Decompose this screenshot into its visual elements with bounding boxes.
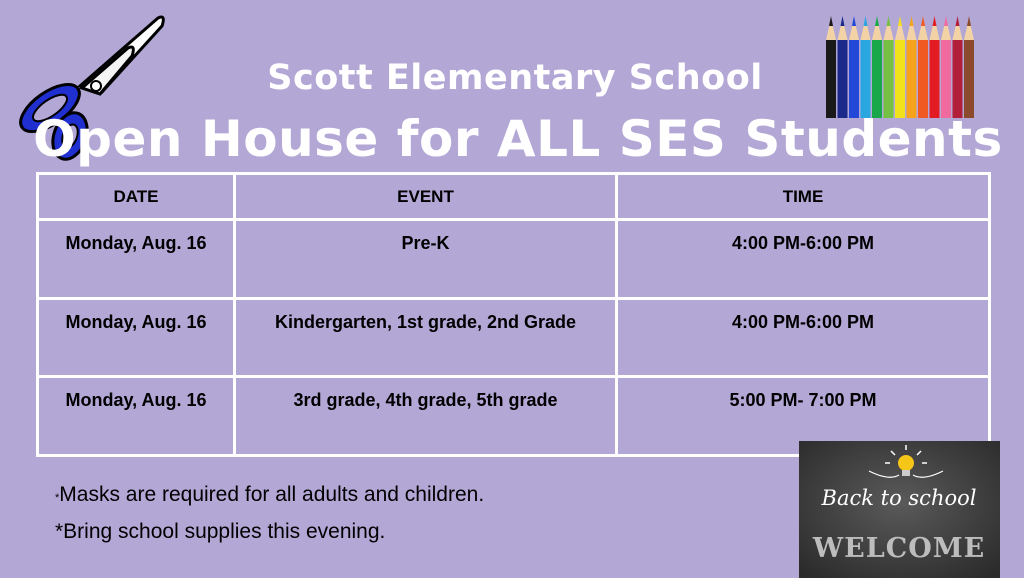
chalkboard-line1: Back to school	[821, 486, 977, 510]
row-time: 4:00 PM-6:00 PM	[617, 220, 990, 299]
school-name: Scott Elementary School	[267, 58, 763, 98]
table-row	[38, 298, 990, 377]
row-date: Monday, Aug. 16	[38, 377, 235, 456]
back-to-school-chalkboard	[799, 441, 1000, 578]
schedule-table	[36, 172, 991, 457]
table-header-row	[38, 174, 990, 220]
header-time: TIME	[617, 174, 990, 220]
notes	[55, 483, 484, 557]
row-event: 3rd grade, 4th grade, 5th grade	[235, 377, 617, 456]
table-row	[38, 220, 990, 299]
page-title: Open House for ALL SES Students	[33, 110, 1003, 168]
note-masks-text: Masks are required for all adults and children.	[59, 483, 485, 506]
row-event: Kindergarten, 1st grade, 2nd Grade	[235, 298, 617, 377]
row-date: Monday, Aug. 16	[38, 298, 235, 377]
row-time: 4:00 PM-6:00 PM	[617, 298, 990, 377]
chalkboard-line2: WELCOME	[812, 533, 986, 564]
row-date: Monday, Aug. 16	[38, 220, 235, 299]
row-event: Pre-K	[235, 220, 617, 299]
header-event: EVENT	[235, 174, 617, 220]
note-masks	[55, 483, 484, 507]
header-date: DATE	[38, 174, 235, 220]
note-star: *	[55, 492, 60, 504]
row-time: 5:00 PM- 7:00 PM	[617, 377, 990, 456]
note-supplies: *Bring school supplies this evening.	[55, 520, 386, 543]
